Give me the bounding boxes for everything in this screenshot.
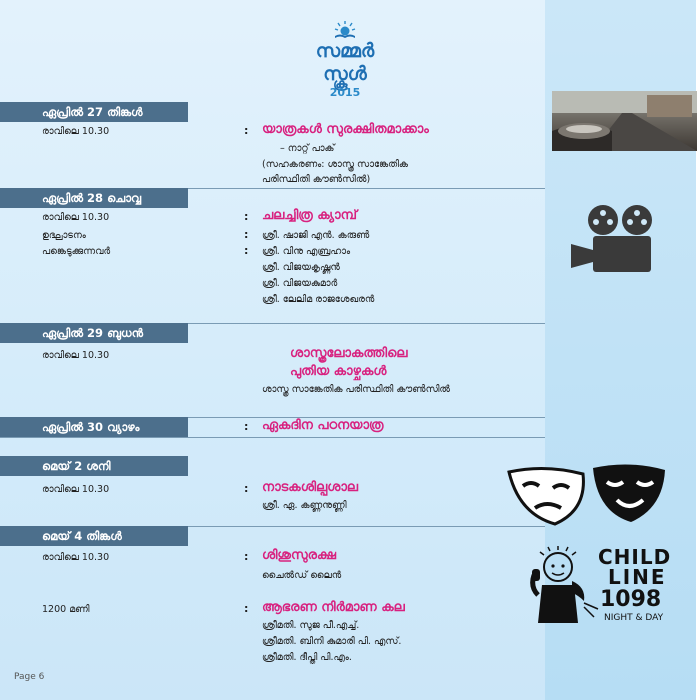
- time-label: രാവിലെ 10.30: [42, 212, 110, 223]
- date-bar-apr28: ഏപ്രിൽ 28 ചൊവ്വ: [0, 188, 188, 208]
- childline-logo: [528, 545, 693, 635]
- program-title: ആഭരണ നിർമാണ കല: [262, 600, 405, 615]
- role-label: പങ്കെടുക്കുന്നവർ: [42, 246, 111, 257]
- person-name: ശ്രീ. ഷാജി എൻ. കരുൺ: [262, 230, 370, 241]
- date-bar-apr27: ഏപ്രിൽ 27 തിങ്കൾ: [0, 102, 188, 122]
- program-line: (സഹകരണം: ശാസ്ത്ര സാങ്കേതിക: [262, 159, 408, 170]
- date-bar-apr30: ഏപ്രിൽ 30 വ്യാഴം: [0, 417, 188, 437]
- program-title: ശാസ്ത്രലോകത്തിലെ: [290, 346, 408, 361]
- program-line: പരിസ്ഥിതി കൗൺസിൽ): [262, 174, 371, 185]
- program-line: – നാറ്റ് പാക്: [280, 143, 335, 154]
- date-bar-may4: മെയ് 4 തിങ്കൾ: [0, 526, 188, 546]
- film-camera-icon: [565, 200, 675, 280]
- time-label: രാവിലെ 10.30: [42, 484, 110, 495]
- program-title: യാത്രകൾ സുരക്ഷിതമാക്കാം: [262, 122, 429, 137]
- person-name: ശ്രീ. വിജയകൃഷ്ണൻ: [262, 262, 340, 273]
- time-label: 1200 മണി: [42, 604, 90, 615]
- time-label: രാവിലെ 10.30: [42, 552, 110, 563]
- logo-title-line1: സമ്മർ: [315, 40, 375, 62]
- schedule-page: സമ്മർ സ്കൂൾ 2015 ഏപ്രിൽ 27 തിങ്കൾ രാവിലെ 10.30 : യാത്രകൾ സുരക്ഷിതമാക്കാം – നാറ്റ് പാക് (സഹകരണം: ശാസ്ത്ര സാങ്കേതിക പരിസ്ഥിതി കൗൺസിൽ) ഏപ്രിൽ 28 ചൊവ്വ രാവിലെ 10.30 ഉദ്ഘാടനം പങ്കെടുക്കുന്നവർ : : : ചലച്ചിത്ര ക്യാമ്പ് ശ്രീ. ഷാജി എൻ. കരുൺ ശ്രീ. വിനു എബ്രഹാം ശ്രീ. വിജയകൃഷ്ണൻ ശ്രീ. വിജയകുമാർ ശ്രീ. ലേലിമ രാജശേഖരൻ ഏപ്രിൽ 29 ബുധൻ രാവിലെ 10.30 ശാസ്ത്രലോകത്തിലെ പുതിയ കാഴ്ചകൾ ശാസ്ത്ര സാങ്കേതിക പരിസ്ഥിതി കൗൺസിൽ ഏപ്രിൽ 30 വ്യാഴം : ഏകദിന പഠനയാത്ര മെയ് 2 ശനി രാവിലെ 10.30 : നാടകശില്പശാല ശ്രീ. ഏ. കണ്ണനുണ്ണി മെയ് 4 തിങ്കൾ രാവിലെ 10.30 : ശിശുസുരക്ഷ ചൈൽഡ് ലൈൻ 1200 മണി : ആഭരണ നിർമാണ കല ശ്രീമതി. സുജ പീ.എച്ച്. ശ്രീമതി. ബിനി കുമാരി പി. എസ്. ശ്രീമതി. ദീപ്തി പി.എം. CHILD LINE 1098 NIGHT & DAY Page 6: [0, 0, 700, 700]
- date-bar-may2: മെയ് 2 ശനി: [0, 456, 188, 476]
- program-subtitle: ചൈൽഡ് ലൈൻ: [262, 570, 342, 581]
- person-name: ശ്രീ. വിനു എബ്രഹാം: [262, 246, 351, 257]
- program-title: ശിശുസുരക്ഷ: [262, 548, 336, 563]
- childline-text-child: CHILD: [598, 545, 672, 569]
- program-title: ഏകദിന പഠനയാത്ര: [262, 418, 384, 433]
- logo-title-line2: സ്കൂൾ: [323, 63, 367, 85]
- person-name: ശ്രീ. ലേലിമ രാജശേഖരൻ: [262, 294, 375, 305]
- date-bar-apr29: ഏപ്രിൽ 29 ബുധൻ: [0, 323, 188, 343]
- program-title: പുതിയ കാഴ്ചകൾ: [290, 364, 387, 379]
- organizer: ശാസ്ത്ര സാങ്കേതിക പരിസ്ഥിതി കൗൺസിൽ: [262, 384, 451, 395]
- program-title: നാടകശില്പശാല: [262, 480, 359, 495]
- person-name: ശ്രീ. വിജയകുമാർ: [262, 278, 338, 289]
- person-name: ശ്രീമതി. ദീപ്തി പി.എം.: [262, 652, 352, 663]
- summer-school-logo: [290, 20, 400, 100]
- time-label: രാവിലെ 10.30: [42, 126, 110, 137]
- sun-book-icon: [332, 20, 358, 40]
- logo-year: 2015: [329, 86, 361, 99]
- drama-masks-icon: [505, 462, 670, 530]
- program-title: ചലച്ചിത്ര ക്യാമ്പ്: [262, 208, 357, 223]
- page-number: Page 6: [14, 672, 45, 682]
- person-name: ശ്രീമതി. ബിനി കുമാരി പി. എസ്.: [262, 636, 402, 647]
- childline-text-line: LINE: [608, 565, 667, 589]
- person-name: ശ്രീ. ഏ. കണ്ണനുണ്ണി: [262, 500, 347, 511]
- motorcycle-photo: [552, 91, 697, 151]
- time-label: രാവിലെ 10.30: [42, 350, 110, 361]
- childline-number: 1098: [600, 587, 662, 612]
- childline-tagline: NIGHT & DAY: [604, 613, 664, 623]
- person-name: ശ്രീമതി. സുജ പീ.എച്ച്.: [262, 620, 360, 631]
- role-label: ഉദ്ഘാടനം: [42, 230, 86, 241]
